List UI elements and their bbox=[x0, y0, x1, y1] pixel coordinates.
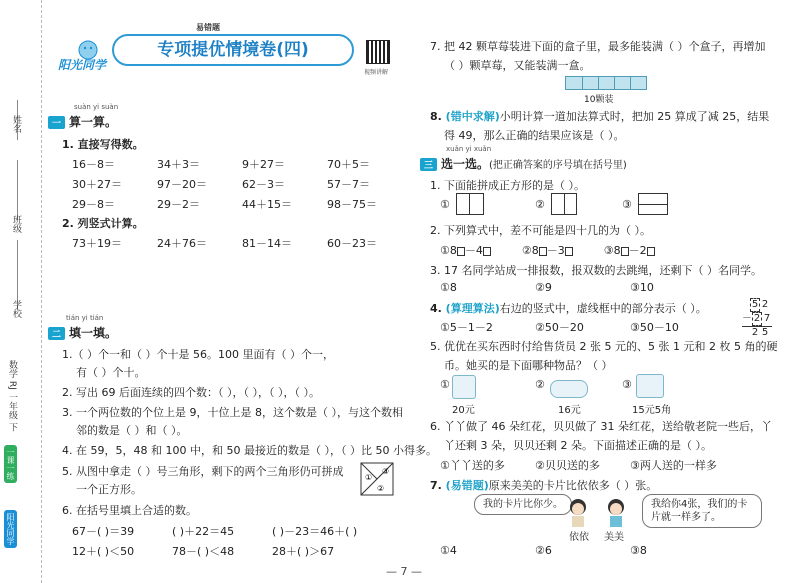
c4-question: 4. (算理算法)右边的竖式中，虚线框中的部分表示（ ）。 bbox=[430, 302, 707, 315]
fill-q5-line2: 一个正方形。 bbox=[76, 483, 142, 496]
c5-price: 15元5角 bbox=[632, 405, 672, 416]
c7-opt: ①4 bbox=[440, 544, 457, 557]
girl-meimei-icon bbox=[604, 498, 628, 528]
q1-label: 1. 直接写得数。 bbox=[62, 138, 144, 151]
name-meimei: 美美 bbox=[604, 532, 624, 543]
girl-yiyi-icon bbox=[566, 498, 590, 528]
q1-item: 97－20＝ bbox=[157, 178, 207, 191]
sec2-title: 填一填。 bbox=[69, 326, 118, 340]
c6-opt: ③两人送的一样多 bbox=[630, 459, 717, 472]
blank-box bbox=[621, 247, 629, 256]
sec2-heading bbox=[48, 324, 117, 341]
series-vertical: 一课一练 bbox=[4, 445, 17, 483]
c4-opt: ②50－20 bbox=[535, 321, 584, 334]
c7-options bbox=[440, 544, 647, 557]
sec3-note: (把正确答案的序号填在括号里) bbox=[489, 160, 627, 171]
c7-question: 7. (易错题)原来美美的卡片比依依多（ ）张。 bbox=[430, 479, 658, 492]
blank-box bbox=[457, 247, 465, 256]
calc-digit: 2 bbox=[753, 313, 761, 324]
qr-code-icon[interactable] bbox=[366, 40, 390, 64]
q1-item: 29－8＝ bbox=[72, 198, 115, 211]
q1-item: 70＋5＝ bbox=[327, 158, 370, 171]
c7-text: 原来美美的卡片比依依多（ ）张。 bbox=[488, 479, 658, 492]
fill-q6-item: ( )－23＝46＋( ) bbox=[272, 525, 358, 538]
c5-opt-1-marker: ① bbox=[440, 378, 450, 391]
q2-item: 60－23＝ bbox=[327, 237, 377, 250]
q1-item: 57－7＝ bbox=[327, 178, 370, 191]
r-q8-line2: 得 49，那么正确的结果应该是（ ）。 bbox=[444, 129, 625, 142]
c4-vertical-calc: 5 2 － 2 7 2 5 bbox=[742, 299, 771, 338]
c2-opt: ①8 bbox=[440, 244, 457, 257]
school-label: 学校 bbox=[11, 300, 21, 318]
c5-opt-3-marker: ③ bbox=[622, 378, 632, 391]
fill-q6-row1 bbox=[72, 523, 357, 539]
calc-digit: 5 bbox=[751, 299, 759, 310]
sec3-title: 选一选。 bbox=[441, 157, 490, 171]
c6-opt: ②贝贝送的多 bbox=[535, 459, 600, 472]
class-line bbox=[17, 160, 18, 220]
c3-question: 3. 17 名同学站成一排报数，报双数的去跳绳，还剩下（ ）名同学。 bbox=[430, 264, 762, 277]
fill-q6-item: ( )＋22＝45 bbox=[172, 525, 235, 538]
sec1-pinyin: suàn yi suàn bbox=[74, 103, 119, 111]
speech-bubble-meimei: 我给你4张，我们的卡片就一样多了。 bbox=[642, 494, 762, 528]
sec2-pinyin: tián yi tián bbox=[66, 314, 104, 322]
calc-digit: 2 bbox=[751, 327, 759, 338]
sec3-pinyin: xuǎn yi xuǎn bbox=[446, 145, 492, 153]
c2-opt: －4 bbox=[464, 244, 483, 257]
fill-q3-line1: 3. 一个两位数的个位上是 9，十位上是 8，这个数是（ ），与这个数相 bbox=[62, 406, 403, 419]
q1-item: 9＋27＝ bbox=[242, 158, 285, 171]
sec1-heading bbox=[48, 113, 117, 130]
fill-q6: 6. 在括号里填上合适的数。 bbox=[62, 504, 197, 517]
binding-margin bbox=[0, 0, 42, 583]
sec2-badge: 二 bbox=[48, 327, 65, 340]
c6-opt: ①丫丫送的多 bbox=[440, 459, 505, 472]
strawberry-box-figure bbox=[565, 76, 647, 90]
c6-options bbox=[440, 457, 717, 473]
c7-opt: ②6 bbox=[535, 544, 552, 557]
fill-q6-item: 67－( )＝39 bbox=[72, 525, 135, 538]
c4-text: 右边的竖式中，虚线框中的部分表示（ ）。 bbox=[499, 302, 707, 315]
toy-car-icon bbox=[550, 380, 588, 398]
calc-digit: 5 bbox=[761, 327, 769, 338]
q1-row bbox=[72, 196, 412, 212]
c5-price: 16元 bbox=[558, 405, 581, 416]
speech-bubble-yiyi: 我的卡片比你少。 bbox=[474, 494, 572, 515]
name-label: 姓名 bbox=[11, 115, 21, 133]
c4-opt: ①5－1－2 bbox=[440, 321, 493, 334]
c1-shape-3 bbox=[638, 193, 668, 215]
c5-opt-2-marker: ② bbox=[535, 378, 545, 391]
q1-item: 29－2＝ bbox=[157, 198, 200, 211]
c5-line1: 5. 优优在买东西时付给售货员 2 张 5 元的、5 张 1 元和 2 枚 5 角的硬 bbox=[430, 340, 778, 353]
r-q8-tag: (错中求解) bbox=[445, 110, 500, 123]
c3-opt: ②9 bbox=[535, 281, 552, 294]
sec3-badge: 三 bbox=[420, 158, 437, 171]
c1-shape-1 bbox=[456, 193, 484, 215]
q1-item: 30＋27＝ bbox=[72, 178, 122, 191]
c7-opt: ③8 bbox=[630, 544, 647, 557]
box-caption: 10颗装 bbox=[584, 95, 614, 105]
c1-opt: ③ bbox=[622, 198, 632, 211]
fill-q6-item: 28＋( )＞67 bbox=[272, 545, 335, 558]
abacus-icon bbox=[636, 374, 664, 398]
r-q8-line1: 8. (错中求解)小明计算一道加法算式时，把加 25 算成了减 25，结果 bbox=[430, 110, 770, 123]
c5-line2: 币。她买的是下面哪种物品？（ ） bbox=[444, 359, 613, 372]
fill-q1-line2: 有（ ）个十。 bbox=[76, 366, 146, 379]
rubiks-cube-icon bbox=[452, 375, 476, 399]
blank-box bbox=[539, 247, 547, 256]
c6-line1: 6. 丫丫做了 46 朵红花，贝贝做了 31 朵红花，送给敬老院一些后，丫 bbox=[430, 420, 772, 433]
class-label: 班级 bbox=[11, 215, 21, 233]
c4-tag: (算理算法) bbox=[445, 302, 500, 315]
c2-options bbox=[440, 242, 655, 258]
logo-text: 阳光同学 bbox=[58, 58, 107, 72]
q1-row bbox=[72, 156, 412, 172]
c2-opt: －3 bbox=[546, 244, 565, 257]
c1-question: 1. 下面能拼成正方形的是（ ）。 bbox=[430, 179, 585, 192]
name-yiyi: 依依 bbox=[569, 532, 589, 543]
svg-text:③: ③ bbox=[382, 467, 390, 476]
q2-item: 24＋76＝ bbox=[157, 237, 207, 250]
c7-tag: (易错题) bbox=[445, 479, 489, 492]
c4-opt: ③50－10 bbox=[630, 321, 679, 334]
q2-item: 73＋19＝ bbox=[72, 237, 122, 250]
q1-item: 62－3＝ bbox=[242, 178, 285, 191]
blank-box bbox=[647, 247, 655, 256]
fill-q2: 2. 写出 69 后面连续的四个数：（ ），（ ），（ ），（ ）。 bbox=[62, 386, 320, 399]
svg-text:②: ② bbox=[377, 484, 385, 493]
error-tag: 易错题 bbox=[196, 23, 220, 32]
c3-opt: ①8 bbox=[440, 281, 457, 294]
fill-q6-item: 78－( )＜48 bbox=[172, 545, 235, 558]
r-q7-line1: 7. 把 42 颗草莓装进下面的盒子里，最多能装满（ ）个盒子，再增加 bbox=[430, 40, 766, 53]
q2-label: 2. 列竖式计算。 bbox=[62, 217, 144, 230]
fill-q3-line2: 邻的数是（ ）和（ ）。 bbox=[76, 424, 188, 437]
q2-item: 81－14＝ bbox=[242, 237, 292, 250]
q2-row bbox=[72, 235, 412, 251]
blank-box bbox=[565, 247, 573, 256]
calc-digit: 2 bbox=[761, 299, 769, 310]
fill-q1-line1: 1.（ ）个一和（ ）个十是 56。100 里面有（ ）个一， bbox=[62, 348, 334, 361]
q1-item: 98－75＝ bbox=[327, 198, 377, 211]
fill-q5-line1: 5. 从图中拿走（ ）号三角形，剩下的两个三角形仍可拼成 bbox=[62, 465, 344, 478]
page-number: — 7 — bbox=[386, 565, 422, 578]
fill-q6-row2 bbox=[72, 543, 334, 559]
c1-opt: ① bbox=[440, 198, 450, 211]
calc-digit: 7 bbox=[763, 313, 771, 324]
q1-item: 16－8＝ bbox=[72, 158, 115, 171]
c1-shape-2 bbox=[551, 193, 577, 215]
sec1-badge: 一 bbox=[48, 116, 65, 129]
c3-options bbox=[440, 281, 654, 294]
c4-options bbox=[440, 319, 679, 335]
c2-opt: ②8 bbox=[521, 244, 539, 257]
grade-vertical: 数学 RJ 一年级 下 bbox=[7, 360, 17, 432]
c5-price: 20元 bbox=[452, 405, 475, 416]
q1-row bbox=[72, 176, 412, 192]
r-q7-line2: （ ）颗草莓，又能装满一盒。 bbox=[444, 59, 591, 72]
r-q8-text: 小明计算一道加法算式时，把加 25 算成了减 25，结果 bbox=[499, 110, 770, 123]
svg-text:①: ① bbox=[365, 473, 373, 482]
sec3-heading bbox=[420, 155, 627, 172]
qr-label: 视频讲解 bbox=[364, 69, 389, 76]
c2-question: 2. 下列算式中，差不可能是四十几的为（ ）。 bbox=[430, 224, 651, 237]
fill-q4: 4. 在 59，5，48 和 100 中，和 50 最接近的数是（ ），（ ）比 50 小得多。 bbox=[62, 444, 437, 457]
c6-line2: 丫还剩 3 朵，贝贝还剩 2 朵。下面描述正确的是（ ）。 bbox=[444, 439, 712, 452]
c2-opt: ③8 bbox=[603, 244, 621, 257]
c3-opt: ③10 bbox=[630, 281, 654, 294]
q1-item: 34＋3＝ bbox=[157, 158, 200, 171]
page-title: 专项提优情境卷(四) bbox=[112, 34, 354, 66]
triangle-square-figure bbox=[360, 462, 394, 496]
c2-opt: －2 bbox=[628, 244, 647, 257]
blank-box bbox=[483, 247, 491, 256]
q1-item: 44＋15＝ bbox=[242, 198, 292, 211]
brand-vertical: 阳光同学 bbox=[4, 510, 17, 548]
c1-opt: ② bbox=[535, 198, 545, 211]
sec1-title: 算一算。 bbox=[69, 115, 118, 129]
fill-q6-item: 12＋( )＜50 bbox=[72, 545, 135, 558]
